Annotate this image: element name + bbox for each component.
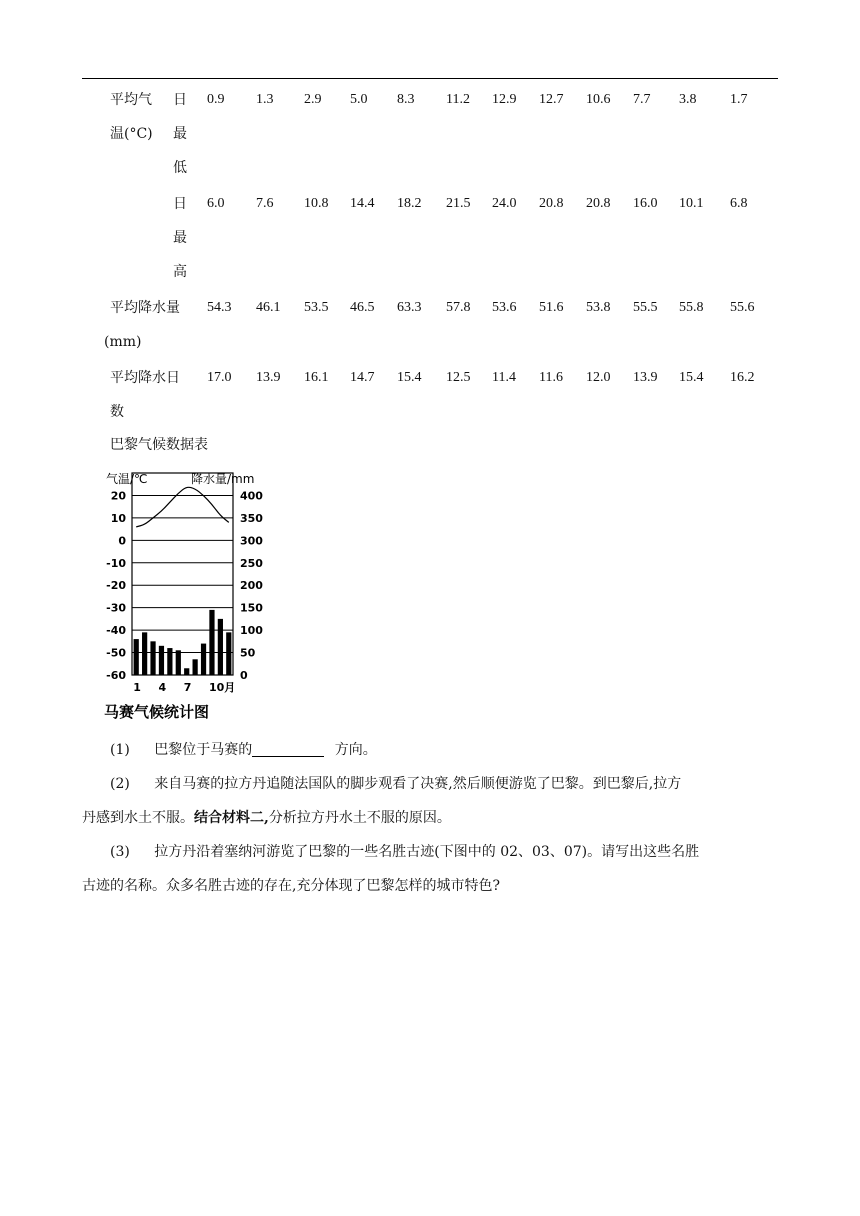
- precip-label-unit: (mm): [104, 334, 142, 350]
- min-char: 最: [173, 126, 187, 142]
- rain-days-cell: 15.4: [679, 370, 704, 385]
- left-tick-label: -10: [106, 556, 126, 570]
- min-temp-cell: 2.9: [304, 92, 322, 107]
- x-tick-label: 7: [183, 681, 192, 694]
- precip-bar: [226, 632, 231, 675]
- precip-bar: [218, 619, 223, 675]
- right-tick-label: 0: [240, 669, 248, 682]
- precip-bar: [184, 668, 189, 675]
- x-axis-ticks: [133, 681, 235, 694]
- max-temp-cell: 10.8: [304, 196, 329, 211]
- left-tick-label: -30: [106, 601, 126, 615]
- marseille-climate-chart: [94, 463, 274, 721]
- precip-cell: 51.6: [539, 300, 564, 315]
- min-temp-cell: 7.7: [633, 92, 651, 107]
- question-3-line-2: [82, 878, 500, 894]
- precip-cell: 46.1: [256, 300, 281, 315]
- left-axis-label: 气温/℃: [106, 472, 148, 486]
- precip-bar: [176, 650, 181, 675]
- min-temp-cell: 3.8: [679, 92, 697, 107]
- question-2-text-b: 丹感到水土不服。: [82, 810, 194, 826]
- precip-bar: [193, 659, 198, 675]
- rain-days-cell: 11.6: [539, 370, 563, 385]
- max-temp-cell: 6.8: [730, 196, 748, 211]
- precip-cell: 57.8: [446, 300, 471, 315]
- max-temp-cell: 24.0: [492, 196, 517, 211]
- max-temp-cell: 20.8: [586, 196, 611, 211]
- left-tick-label: 20: [110, 489, 126, 503]
- max-temp-cell: 16.0: [633, 196, 658, 211]
- right-tick-label: 400: [240, 489, 263, 503]
- precip-cell: 63.3: [397, 300, 422, 315]
- question-2-text-a: 来自马赛的拉方丹追随法国队的脚步观看了决赛,然后顺便游览了巴黎。到巴黎后,拉方: [154, 776, 682, 792]
- rain-days-cell: 14.7: [350, 370, 375, 385]
- rain-days-label: 平均降水日: [110, 370, 180, 386]
- max-char: 日: [173, 196, 187, 212]
- question-3-number: (3): [110, 844, 130, 860]
- rain-days-cell: 13.9: [256, 370, 281, 385]
- rain-days-cell: 11.4: [492, 370, 516, 385]
- precip-cell: 46.5: [350, 300, 375, 315]
- precip-bar: [142, 632, 147, 675]
- question-1-tail: 方向。: [334, 742, 377, 758]
- min-temp-cell: 1.7: [730, 92, 748, 107]
- question-3-text-b: 古迹的名称。众多名胜古迹的存在,充分体现了巴黎怎样的城市特色?: [82, 878, 500, 894]
- right-tick-label: 100: [240, 624, 263, 638]
- min-temp-cell: 11.2: [446, 92, 470, 107]
- right-tick-label: 200: [240, 579, 263, 593]
- right-axis-label: 降水量/mm: [191, 472, 255, 486]
- min-temp-cell: 10.6: [586, 92, 611, 107]
- answer-blank[interactable]: [252, 742, 324, 757]
- table-caption: 巴黎气候数据表: [110, 437, 208, 453]
- rain-days-cell: 16.1: [304, 370, 329, 385]
- max-temp-cell: 7.6: [256, 196, 274, 211]
- max-temp-cell: 21.5: [446, 196, 471, 211]
- temperature-line: [136, 487, 229, 527]
- precip-cell: 55.6: [730, 300, 755, 315]
- left-axis-ticks: [106, 489, 126, 682]
- x-tick-label: 4: [158, 681, 167, 694]
- precip-bar: [134, 639, 139, 675]
- question-3-line-1: [110, 844, 699, 860]
- min-char: 低: [173, 160, 187, 176]
- temp-label: 平均气: [110, 92, 152, 108]
- right-axis-ticks: [240, 489, 263, 682]
- left-tick-label: 10: [110, 511, 126, 525]
- rain-days-cell: 12.0: [586, 370, 611, 385]
- left-tick-label: -60: [106, 669, 126, 682]
- question-2-number: (2): [110, 776, 130, 792]
- precip-cell: 53.6: [492, 300, 517, 315]
- rain-days-cell: 15.4: [397, 370, 422, 385]
- question-3-text-a: 拉方丹沿着塞纳河游览了巴黎的一些名胜古迹(下图中的 02、03、07)。请写出这些名胜: [154, 844, 700, 860]
- question-2-line-1: [110, 776, 681, 792]
- max-char: 最: [173, 230, 187, 246]
- right-tick-label: 150: [240, 601, 263, 615]
- right-tick-label: 350: [240, 511, 263, 525]
- left-tick-label: 0: [118, 534, 126, 548]
- temp-label-unit: 温(°C): [110, 126, 153, 142]
- precipitation-bars: [134, 610, 232, 675]
- precip-label: 平均降水量: [110, 300, 180, 316]
- rain-days-label-cont: 数: [110, 404, 124, 420]
- x-tick-label: 10月: [208, 681, 236, 694]
- min-char: 日: [173, 92, 187, 108]
- question-1-number: (1): [110, 742, 130, 758]
- max-temp-cell: 20.8: [539, 196, 564, 211]
- question-2-bold: 结合材料二,: [194, 810, 269, 826]
- precip-cell: 55.8: [679, 300, 704, 315]
- question-2-line-2: [82, 810, 451, 826]
- right-tick-label: 250: [240, 556, 263, 570]
- right-tick-label: 300: [240, 534, 263, 548]
- precip-cell: 54.3: [207, 300, 232, 315]
- precip-cell: 53.5: [304, 300, 329, 315]
- precip-bar: [150, 641, 155, 675]
- precip-bar: [209, 610, 214, 675]
- question-1: [110, 742, 377, 758]
- question-1-text: 巴黎位于马赛的: [154, 742, 253, 758]
- precip-bar: [159, 646, 164, 675]
- question-2-text-c: 分析拉方丹水土不服的原因。: [268, 810, 451, 826]
- rain-days-cell: 16.2: [730, 370, 755, 385]
- max-char: 高: [173, 264, 187, 280]
- rain-days-cell: 13.9: [633, 370, 658, 385]
- left-tick-label: -20: [106, 579, 126, 593]
- precip-cell: 55.5: [633, 300, 658, 315]
- left-tick-label: -50: [106, 646, 126, 660]
- min-temp-cell: 12.9: [492, 92, 517, 107]
- min-temp-cell: 8.3: [397, 92, 415, 107]
- max-temp-cell: 18.2: [397, 196, 422, 211]
- min-temp-cell: 0.9: [207, 92, 225, 107]
- precip-bar: [167, 648, 172, 675]
- chart-caption: 马赛气候统计图: [104, 703, 210, 721]
- left-tick-label: -40: [106, 624, 126, 638]
- x-tick-label: 1: [133, 681, 141, 694]
- rain-days-cell: 17.0: [207, 370, 232, 385]
- max-temp-cell: 14.4: [350, 196, 375, 211]
- precip-cell: 53.8: [586, 300, 611, 315]
- min-temp-cell: 1.3: [256, 92, 274, 107]
- max-temp-cell: 6.0: [207, 196, 225, 211]
- min-temp-cell: 5.0: [350, 92, 368, 107]
- right-tick-label: 50: [240, 646, 256, 660]
- precip-bar: [201, 644, 206, 675]
- max-temp-cell: 10.1: [679, 196, 704, 211]
- rain-days-cell: 12.5: [446, 370, 471, 385]
- min-temp-cell: 12.7: [539, 92, 564, 107]
- header-rule: [82, 78, 778, 79]
